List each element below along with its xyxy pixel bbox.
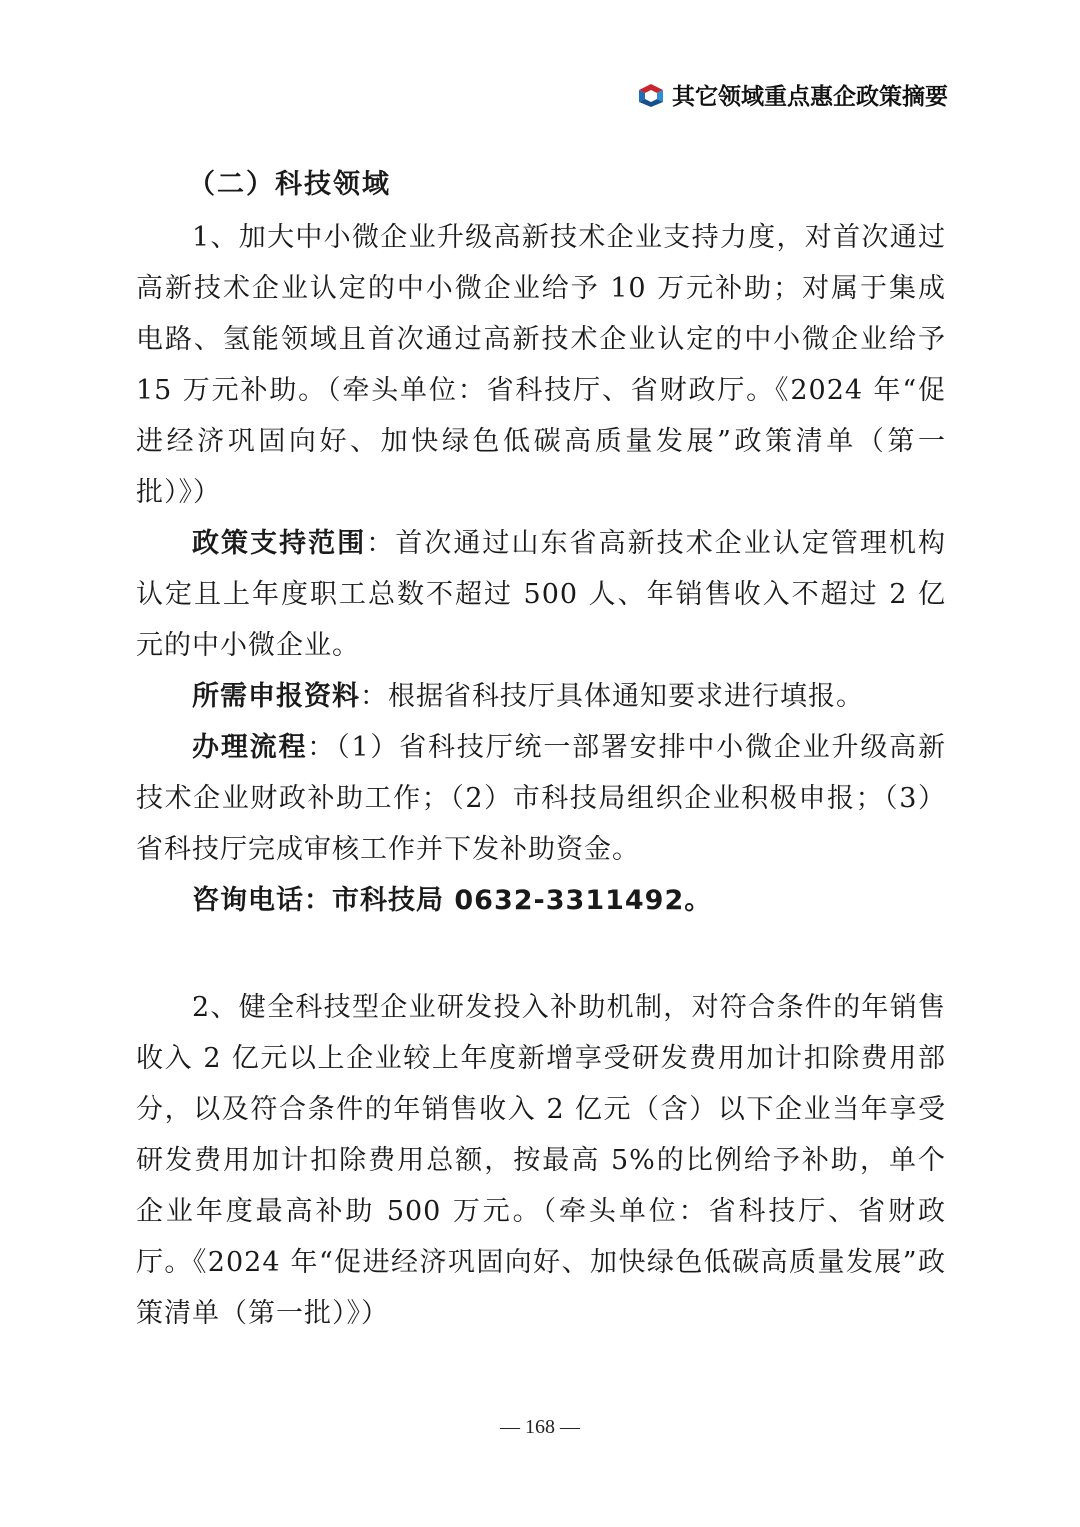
spacer <box>136 926 946 982</box>
process-text: ：（1）省科技厅统一部署安排中小微企业升级高新技术企业财政补助工作；（2）市科技局组织企业积极申报；（3）省科技厅完成审核工作并下发补助资金。 <box>136 732 946 865</box>
required-materials <box>136 671 946 722</box>
consult-phone: 咨询电话：市科技局 0632-3311492。 <box>192 885 713 916</box>
section-title: （二）科技领域 <box>188 169 391 200</box>
policy-item-2: 2、健全科技型企业研发投入补助机制，对符合条件的年销售收入 2 亿元以上企业较上年度新增享受研发费用加计扣除费用部分，以及符合条件的年销售收入 2 亿元（含）以下企业当年享受研发费用加计扣除费用总额，按最高 5%的比例给予补助，单个企业年度最高补助 500 万元。（牵头单位：省科技厅、省财政厅。《2024 年“促进经济巩固向好、加快绿色低碳高质量发展”政策清单（第一批）》） <box>136 992 946 1329</box>
policy-item-1: 1、加大中小微企业升级高新技术企业支持力度，对首次通过高新技术企业认定的中小微企业给予 10 万元补助；对属于集成电路、氢能领域且首次通过高新技术企业认定的中小微企业给予 15 万元补助。（牵头单位：省科技厅、省财政厅。《2024 年“促进经济巩固向好、加快绿色低碳高质量发展”政策清单（第一批）》） <box>136 222 946 508</box>
scope-text: ：首次通过山东省高新技术企业认定管理机构认定且上年度职工总数不超过 500 人、年销售收入不超过 2 亿元的中小微企业。 <box>136 528 947 661</box>
header-title: 其它领域重点惠企政策摘要 <box>672 84 948 110</box>
materials-text: ：根据省科技厅具体通知要求进行填报。 <box>360 681 864 712</box>
process-label: 办理流程 <box>192 732 308 763</box>
policy-scope <box>136 518 946 671</box>
document-body <box>136 160 946 1339</box>
policy-logo-icon <box>636 82 666 108</box>
process-flow <box>136 722 946 875</box>
page-header <box>636 78 948 111</box>
scope-label: 政策支持范围 <box>192 528 367 559</box>
page-number: — 168 — <box>500 1416 580 1438</box>
materials-label: 所需申报资料 <box>192 681 360 712</box>
